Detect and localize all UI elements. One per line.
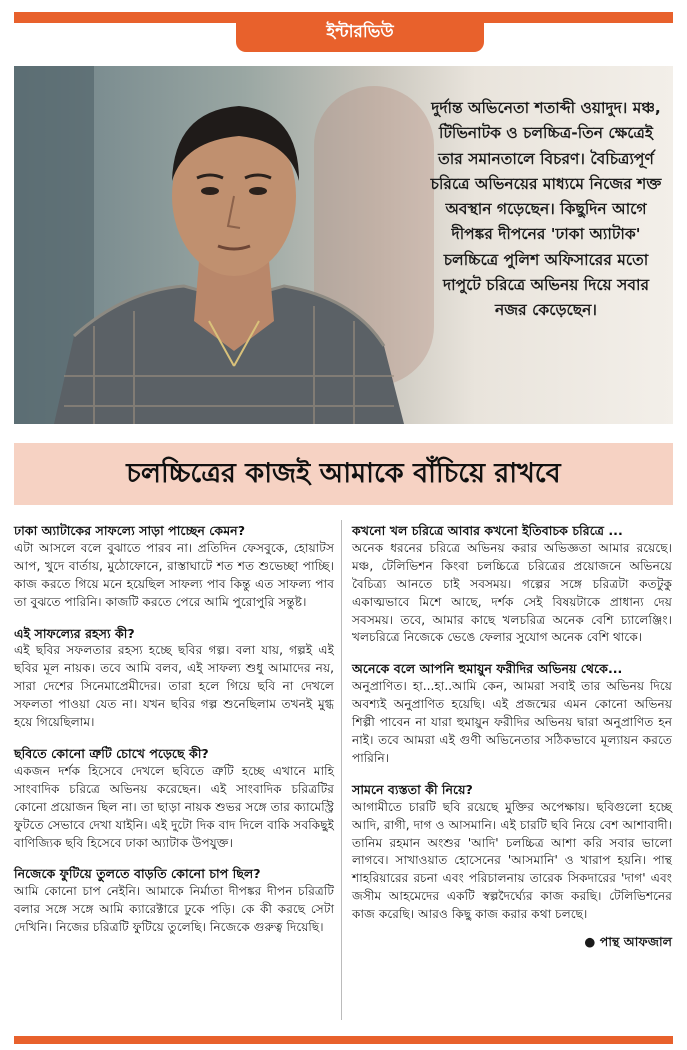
- question: সামনে ব্যস্ততা কী নিয়ে?: [352, 781, 473, 797]
- answer: এটা আসলে বলে বুঝাতে পারব না। প্রতিদিন ফেসবুকে, হোয়াটস আপ, খুদে বার্তায়, মুঠোফোনে, রাস্তাঘাটে শত শত শুভেচ্ছা পাচ্ছি। কাজ করতে গিয়ে মনে হয়েছিল সাফল্য পাব কিন্তু এত সাফল্য পাব তা বুঝতে পারিনি। কাজটি করতে পেরে আমি পুরোপুরি সন্তুষ্ট।: [14, 540, 334, 609]
- answer: এই ছবির সফলতার রহস্য হচ্ছে ছবির গল্প। বলা যায়, গল্পই এই ছবির মূল নায়ক। তবে আমি বলব, এই সাফল্য শুধু আমাদের নয়, সারা দেশের সিনেমাপ্রেমীদের। তারা হলে গিয়ে ছবি না দেখলে সফলতা পাওয়া যেত না। যখন ছবির গল্প শুনেছিলাম তখনই মুগ্ধ হয়ে গিয়েছিলাম।: [14, 643, 334, 730]
- question: ঢাকা অ্যাটাকের সাফল্যে সাড়া পাচ্ছেন কেমন?: [14, 523, 246, 538]
- answer: অনুপ্রাণিত। হা...হা..আমি কেন, আমরা সবাই তার অভিনয় দিয়ে অবশ্যই অনুপ্রাণিত হয়েছি। এই প্রজন্মের এমন কোনো অভিনয় শিল্পী পাবেন না যারা হুমায়ুন ফরীদির অভিনয় দ্বারা অনুপ্রাণিত হন নাই। তবে আমরা এই গুণী অভিনেতার সঠিকভাবে মূল্যায়ন করতে পারিনি।: [352, 679, 672, 765]
- hero-photo: [14, 66, 673, 424]
- question: অনেকে বলে আপনি হুমায়ুন ফরীদির অভিনয় থেকে...: [352, 661, 623, 677]
- byline: ● পান্থ আফজাল: [584, 934, 672, 950]
- actor-portrait: [34, 86, 414, 424]
- answer: আগামীতে চারটি ছবি রয়েছে মুক্তির অপেক্ষায়। ছবিগুলো হচ্ছে আদি, রাগী, দাগ ও আসমানি। এই চারটি ছবি নিয়ে বেশ আশাবাদী। তানিম রহমান অংশুর 'আদি' চলচ্চিত্র আশা করি সবার ভালো লাগবে। সাখাওয়াত হোসেনের 'আসমানি' ও খারাপ হয়নি। পান্থ শাহরিয়ারের রচনা এবং পরিচালনায় তারেক সিকদারের 'দাগ' এবং জসীম আহমেদের একটি স্বল্পদৈর্ঘ্যের কাজ করছি। টেলিভিশনের কাজ করেছি। আরও কিছু কাজ করার কথা চলছে।: [352, 799, 672, 922]
- answer: একজন দর্শক হিসেবে দেখলে ছবিতে ত্রুটি হচ্ছে এখানে মাহি সাংবাদিক চরিত্রে অভিনয় করেছেন। এই সাংবাদিক চরিত্রটির কোনো প্রয়োজন ছিল না। তা ছাড়া নায়ক শুভর সঙ্গে তার ক্যামেস্ট্রি ফুটতে সেভাবে দেখা যাইনি। এই দুটো দিক বাদ দিলে বাকি সবকিছুই বাণিজ্যিক ছবি হিসেবে ঢাকা অ্যাটাক উপযুক্ত।: [14, 763, 334, 850]
- question: এই সাফল্যের রহস্য কী?: [14, 625, 135, 641]
- question: কখনো খল চরিত্রে আবার কখনো ইতিবাচক চরিত্রে ...: [352, 523, 623, 538]
- question: নিজেকে ফুটিয়ে তুলতে বাড়তি কোনো চাপ ছিল?: [14, 866, 261, 882]
- intro-text: দুর্দান্ত অভিনেতা শতাব্দী ওয়াদুদ। মঞ্চ, টিভিনাটক ও চলচ্চিত্র-তিন ক্ষেত্রেই তার সমানতালে বিচরণ। বৈচিত্র্যপূর্ণ চরিত্রে অভিনয়ের মাধ্যমে নিজের শক্ত অবস্থান গড়েছেন। কিছুদিন আগে দীপঙ্কর দীপনের 'ঢাকা অ্যাটাক' চলচ্চিত্রে পুলিশ অফিসারের মতো দাপুটে চরিত্রে অভিনয় দিয়ে সবার নজর কেড়েছেন।: [430, 99, 662, 320]
- column-divider: [341, 520, 342, 1020]
- answer: আমি কোনো চাপ নেইনি। আমাকে নির্মাতা দীপঙ্কর দীপন চরিত্রটি বলার সঙ্গে সঙ্গে আমি ক্যারেক্টারে ঢুকে পড়ি। কে কী করছে সেটা দেখিনি। নিজের চরিত্রটি ফুটিয়ে তুলেছি। নিজেকে গুরুত্ব দিয়েছি।: [14, 884, 334, 935]
- left-column: [14, 522, 334, 950]
- right-column: [352, 522, 672, 951]
- answer: অনেক ধরনের চরিত্রে অভিনয় করার অভিজ্ঞতা আমার রয়েছে। মঞ্চ, টেলিভিশন কিংবা চলচ্চিত্রে চরিত্রের প্রয়োজনে অভিনয়ে বৈচিত্র্য আনতে চাই সবসময়। গল্পের সঙ্গে চরিত্রটা কতটুকু একাত্মভাবে মিশে আছে, দর্শক সেই বিষয়টাকে প্রাধান্য দেয় সবসময়। তবে, আমার কাছে খলচরিত্র অনেক বেশি চ্যালেঞ্জিং। খলচরিত্রে নিজেকে ভেঙে ফেলার সুযোগ অনেক বেশি থাকে।: [352, 540, 672, 645]
- section-label: ইন্টারভিউ: [236, 12, 484, 52]
- headline: চলচ্চিত্রের কাজই আমাকে বাঁচিয়ে রাখবে: [126, 458, 561, 489]
- bottom-accent-bar: [14, 1036, 673, 1044]
- question: ছবিতে কোনো ত্রুটি চোখে পড়েছে কী?: [14, 745, 209, 761]
